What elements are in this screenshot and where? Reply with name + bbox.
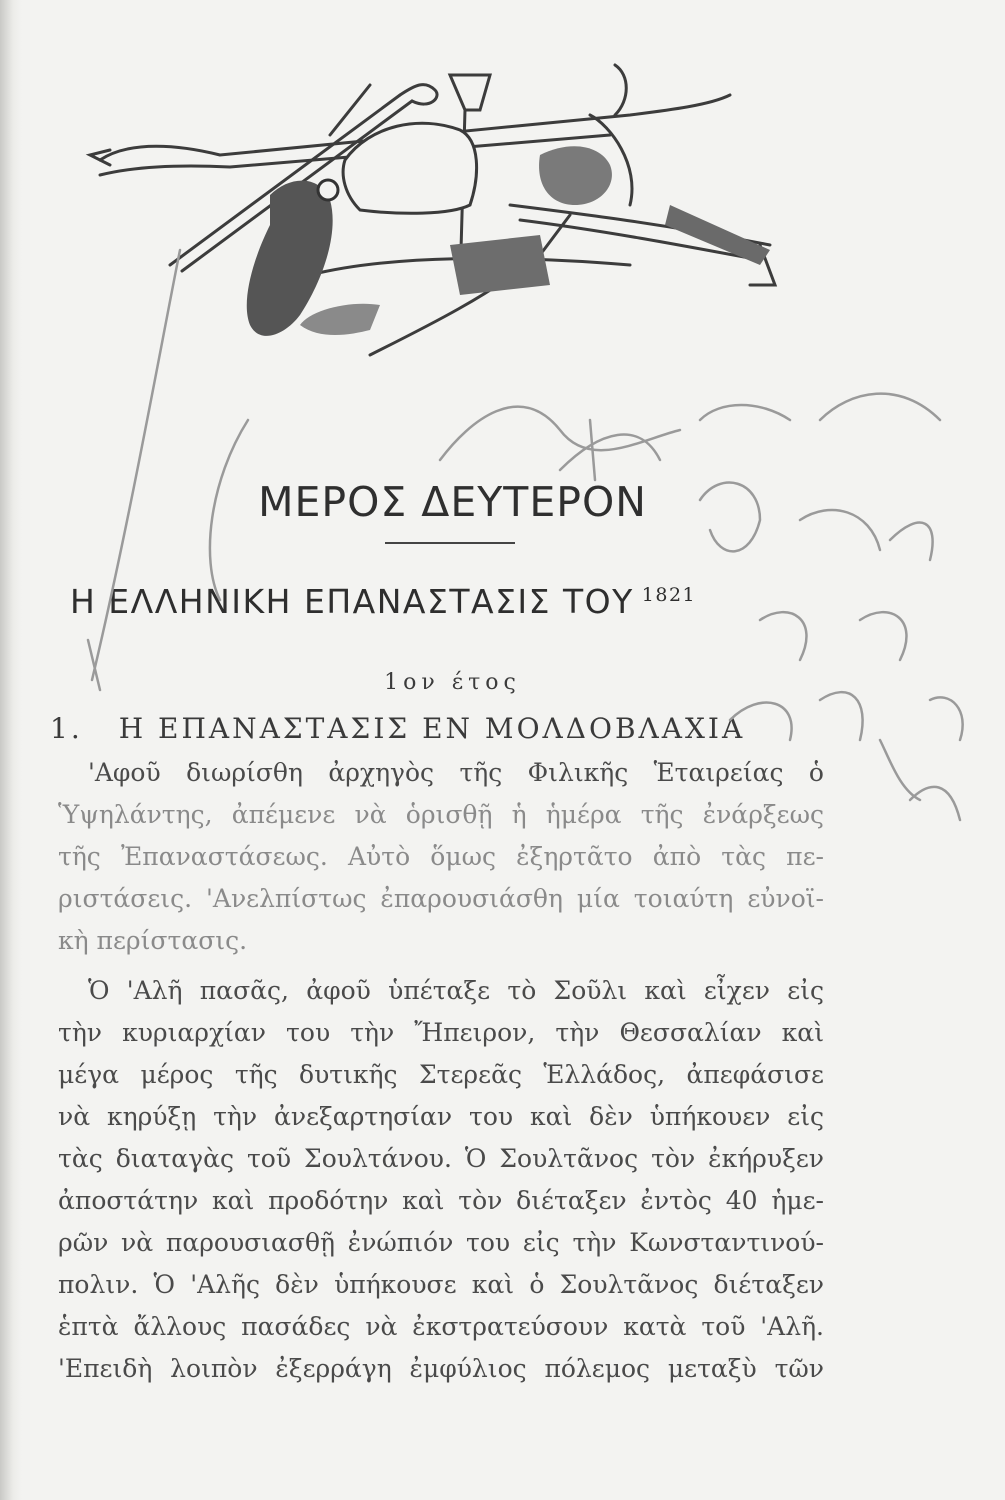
part-title: ΜΕΡΟΣ ΔΕΥΤΕΡΟΝ — [258, 478, 647, 526]
text-line: ἀποστάτην καὶ προδότην καὶ τὸν διέταξεν ἐντὸς 40 ἡμε- — [58, 1186, 824, 1215]
year-label: 1ον έτος — [384, 670, 521, 695]
subtitle-text: Η ΕΛΛΗΝΙΚΗ ΕΠΑΝΑΣΤΑΣΙΣ ΤΟΥ — [70, 582, 634, 621]
text-line: Ὁ 'Αλῆ πασᾶς, ἀφοῦ ὑπέταξε τὸ Σοῦλι καὶ εἶχεν εἰς — [88, 976, 824, 1005]
text-line: μέγα μέρος τῆς δυτικῆς Στερεᾶς Ἑλλάδος, ἀπεφάσισε — [58, 1060, 824, 1089]
page-edge-shadow — [0, 0, 22, 1500]
text-line: πολιν. Ὁ 'Αλῆς δὲν ὑπήκουσε καὶ ὁ Σουλτᾶνος διέταξεν — [58, 1270, 824, 1299]
text-line: νὰ κηρύξῃ τὴν ἀνεξαρτησίαν του καὶ δὲν ὑπήκουεν εἰς — [58, 1102, 824, 1131]
title-divider — [385, 542, 515, 544]
crossed-weapons-illustration-icon — [70, 55, 790, 375]
text-line: τὰς διαταγὰς τοῦ Σουλτάνου. Ὁ Σουλτᾶνος τὸν ἐκήρυξεν — [58, 1144, 824, 1173]
body-text — [58, 752, 824, 1390]
section-number: 1. — [50, 712, 83, 745]
text-line: τὴν κυριαρχίαν του τὴν Ἤπειρον, τὴν Θεσσαλίαν καὶ — [58, 1018, 824, 1047]
subtitle-year: 1821 — [641, 584, 697, 606]
text-line: κὴ περίστασις. — [58, 926, 248, 955]
text-line: Ὑψηλάντης, ἀπέμενε νὰ ὁρισθῇ ἡ ἡμέρα τῆς ἐνάρξεως — [58, 800, 824, 829]
text-line: ρῶν νὰ παρουσιασθῇ ἐνώπιόν του εἰς τὴν Κωνσταντινού- — [58, 1228, 824, 1257]
section-heading — [50, 712, 745, 745]
section-title: Η ΕΠΑΝΑΣΤΑΣΙΣ ΕΝ ΜΟΛΔΟΒΛΑΧΙΑ — [118, 712, 746, 745]
text-line: 'Επειδὴ λοιπὸν ἐξερράγη ἐμφύλιος πόλεμος μεταξὺ τῶν — [58, 1354, 824, 1383]
text-line: ριστάσεις. 'Ανελπίστως ἐπαρουσιάσθη μία τοιαύτη εὐνοϊ- — [58, 884, 824, 913]
text-line: τῆς Ἐπαναστάσεως. Αὐτὸ ὅμως ἐξηρτᾶτο ἀπὸ τὰς πε- — [58, 842, 824, 871]
text-line: ἑπτὰ ἄλλους πασάδες νὰ ἐκστρατεύσουν κατὰ τοῦ 'Αλῆ. — [58, 1312, 824, 1341]
text-line: 'Αφοῦ διωρίσθη ἀρχηγὸς τῆς Φιλικῆς Ἑταιρείας ὁ — [88, 758, 824, 787]
subtitle — [70, 582, 696, 621]
